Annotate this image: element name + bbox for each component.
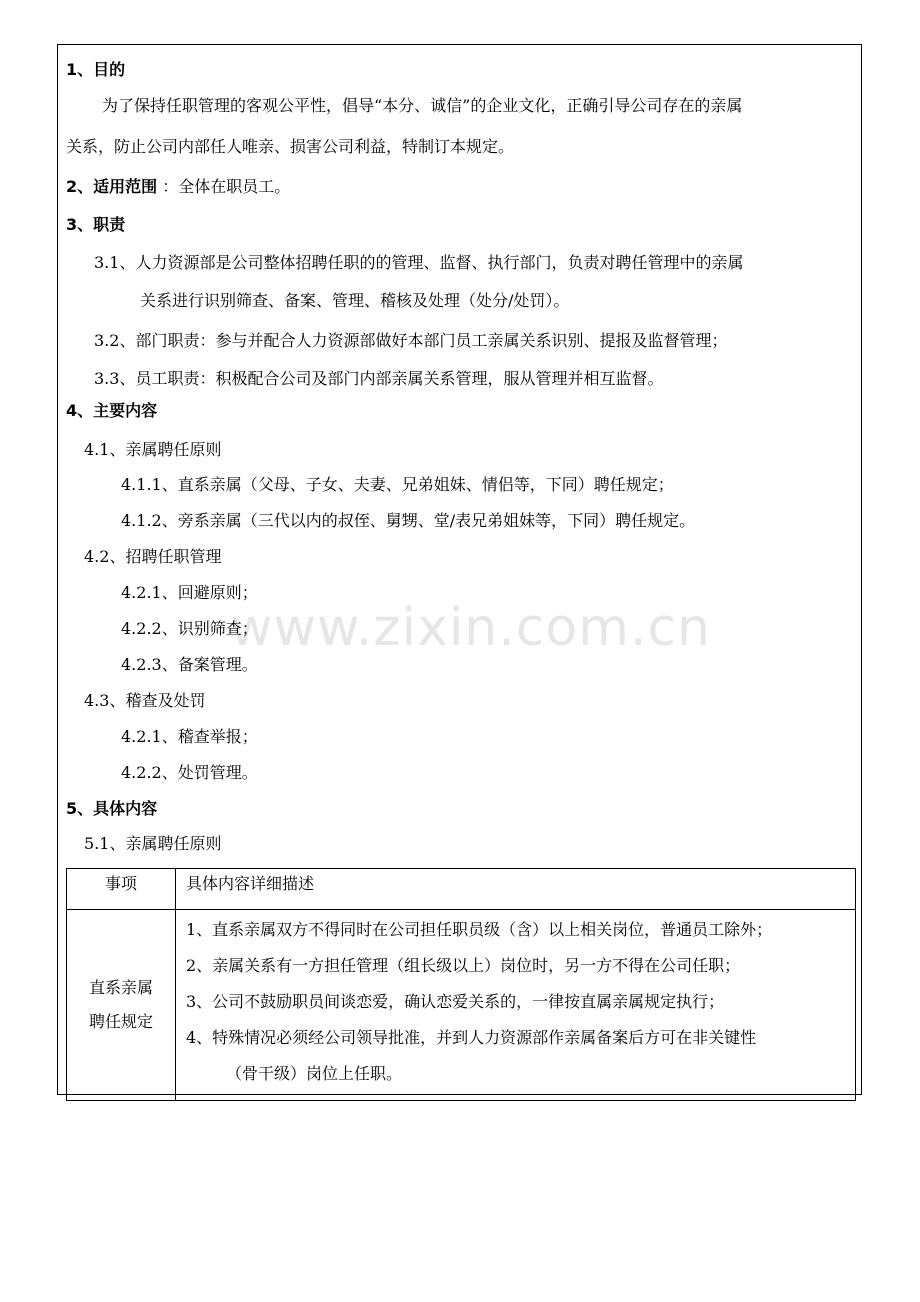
section-4-title: 4、主要内容 — [66, 401, 158, 420]
section-4-2-1: 4.2.1、回避原则； — [121, 583, 258, 602]
list-item-continuation: （骨干级）岗位上任职。 — [226, 1064, 403, 1083]
section-4-3: 4.3、稽查及处罚 — [84, 691, 206, 710]
section-3-1-line2: 关系进行识别筛查、备案、管理、稽核及处理（处分/处罚）。 — [140, 291, 570, 310]
table-header-item: 事项 — [67, 869, 176, 910]
section-3-1-line1: 3.1、人力资源部是公司整体招聘任职的的管理、监督、执行部门，负责对聘任管理中的亲属 — [94, 253, 744, 272]
row-label-line1: 直系亲属 — [88, 978, 153, 997]
section-4-1-1: 4.1.1、直系亲属（父母、子女、夫妻、兄弟姐妹、情侣等，下同）聘任规定； — [121, 475, 674, 494]
section-4-2: 4.2、招聘任职管理 — [84, 547, 222, 566]
section-4-3-2: 4.2.2、处罚管理。 — [121, 763, 258, 782]
section-5-1: 5.1、亲属聘任原则 — [84, 834, 222, 853]
section-1-paragraph-line2: 关系，防止公司内部任人唯亲、损害公司利益，特制订本规定。 — [66, 137, 515, 156]
row-label-cell — [67, 910, 176, 1101]
relatives-policy-table — [66, 868, 856, 1101]
list-item: 4、特殊情况必须经公司领导批准，并到人力资源部作亲属备案后方可在非关键性 — [186, 1028, 757, 1047]
row-label-line2: 聘任规定 — [88, 1012, 153, 1031]
section-4-3-1: 4.2.1、稽查举报； — [121, 727, 258, 746]
watermark: www.zixin.com.cn — [230, 598, 711, 658]
section-1-title: 1、目的 — [66, 60, 126, 79]
section-2-text: ：全体在职员工。 — [162, 177, 291, 196]
list-item: 3、公司不鼓励职员间谈恋爱，确认恋爱关系的，一律按直属亲属规定执行； — [186, 992, 725, 1011]
section-3-title: 3、职责 — [66, 215, 126, 234]
section-5-title: 5、具体内容 — [66, 799, 158, 818]
section-2-title: 2、适用范围 — [66, 177, 158, 196]
table-row — [67, 910, 856, 1101]
table-header-description: 具体内容详细描述 — [176, 869, 856, 910]
section-2-row — [66, 176, 290, 198]
section-4-2-2: 4.2.2、识别筛查； — [121, 619, 258, 638]
section-4-1-2: 4.1.2、旁系亲属（三代以内的叔侄、舅甥、堂/表兄弟姐妹等，下同）聘任规定。 — [121, 511, 696, 530]
list-item: 1、直系亲属双方不得同时在公司担任职员级（含）以上相关岗位，普通员工除外； — [186, 920, 773, 939]
section-3-2: 3.2、部门职责：参与并配合人力资源部做好本部门员工亲属关系识别、提报及监督管理； — [94, 331, 728, 350]
section-3-3: 3.3、员工职责：积极配合公司及部门内部亲属关系管理，服从管理并相互监督。 — [94, 369, 664, 388]
section-4-2-3: 4.2.3、备案管理。 — [121, 655, 258, 674]
list-item: 2、亲属关系有一方担任管理（组长级以上）岗位时，另一方不得在公司任职； — [186, 956, 741, 975]
section-4-1: 4.1、亲属聘任原则 — [84, 440, 222, 459]
table-header-row — [67, 869, 856, 910]
row-content-cell — [176, 910, 856, 1101]
section-1-paragraph-line1: 为了保持任职管理的客观公平性，倡导“本分、诚信”的企业文化，正确引导公司存在的亲属 — [102, 96, 743, 115]
